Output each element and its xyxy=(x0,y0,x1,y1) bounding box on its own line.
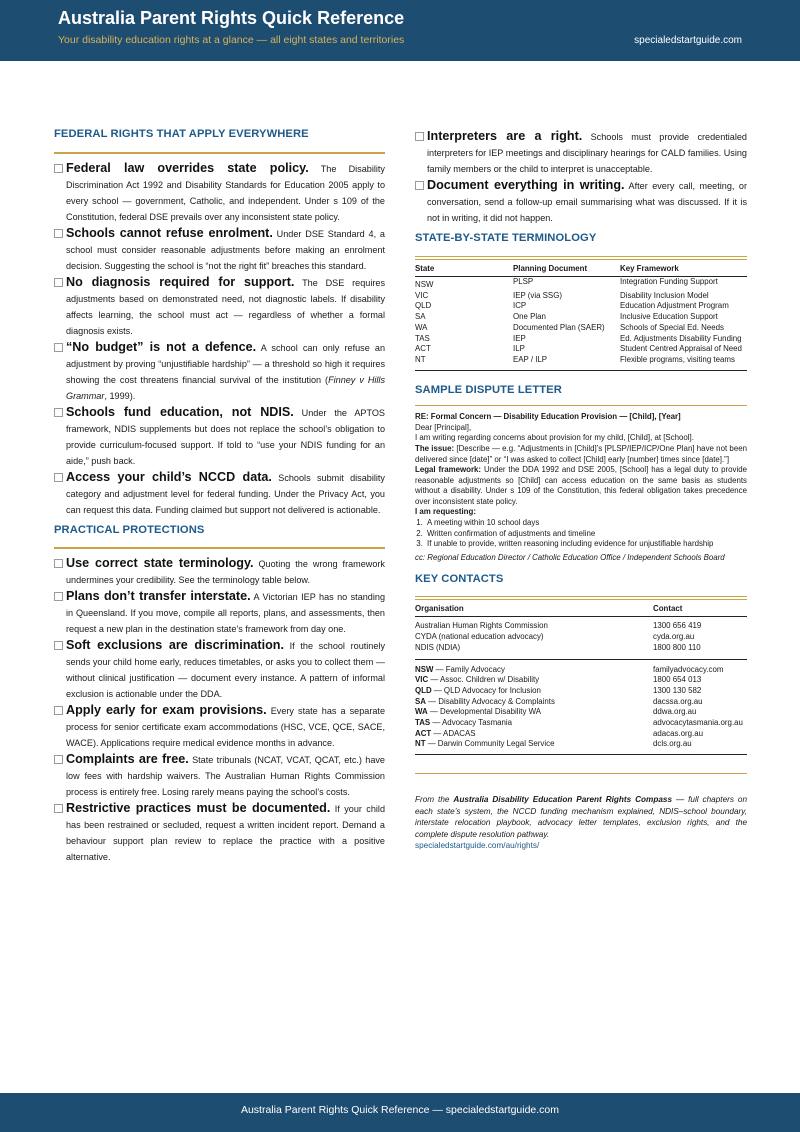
checkbox-icon[interactable] xyxy=(54,164,63,173)
table-cell: ICP xyxy=(513,301,527,311)
table-cell: Ed. Adjustments Disability Funding xyxy=(620,333,742,343)
contact-detail[interactable]: advocacytasmania.org.au xyxy=(653,718,743,728)
terminology-table-wrap xyxy=(415,260,747,371)
checklist-item xyxy=(54,225,385,274)
checkbox-icon[interactable] xyxy=(415,132,424,141)
item-lead: Document everything in writing. xyxy=(427,178,625,192)
contact-detail[interactable]: cyda.org.au xyxy=(653,632,695,642)
item-body: Schools must provide credentialed interpreters for IEP meetings and disciplinary hearings for CALD families. Using family members or the child to interpret is unacceptable. xyxy=(427,132,747,174)
item-lead: No diagnosis required for support. xyxy=(66,275,295,289)
item-lead: Restrictive practices must be documented. xyxy=(66,801,331,815)
item-body: A Victorian IEP has no standing in Queensland. If you move, compile all reports, plans, and assessments, then request a new plan in the destination state’s framework from day one. xyxy=(66,592,386,634)
checklist-item xyxy=(54,588,385,637)
checkbox-icon[interactable] xyxy=(54,408,63,417)
organisation-name: — Developmental Disability WA xyxy=(427,707,541,717)
checklist-item xyxy=(54,469,385,518)
letter-heading: SAMPLE DISPUTE LETTER xyxy=(415,383,562,396)
contacts-table-wrap xyxy=(415,600,747,755)
divider xyxy=(415,773,747,774)
checkbox-icon[interactable] xyxy=(54,804,63,813)
list-item: 2. Written confirmation of adjustments and timeline xyxy=(425,529,747,540)
table-row xyxy=(415,632,747,643)
contact-organisation xyxy=(415,718,653,729)
table-cell: Inclusive Education Support xyxy=(620,312,718,322)
contact-detail[interactable]: dcls.org.au xyxy=(653,739,692,749)
item-body: After every call, meeting, or conversation, send a follow-up email summarising what was discussed. If it is not in writing, it did not happen. xyxy=(427,181,747,223)
table-cell: Student Centred Appraisal of Need xyxy=(620,344,742,354)
state-code: TAS xyxy=(415,718,431,728)
checklist-item xyxy=(54,751,385,800)
table-row xyxy=(415,739,747,750)
table-cell: NSW xyxy=(415,280,434,289)
table-row xyxy=(415,344,747,355)
table-row xyxy=(415,323,747,334)
table-cell: VIC xyxy=(415,290,429,300)
table-row xyxy=(415,718,747,729)
table-cell: WA xyxy=(415,322,428,332)
checkbox-icon[interactable] xyxy=(54,559,63,568)
column-header: Organisation xyxy=(415,600,653,617)
table-cell: Documented Plan (SAER) xyxy=(513,322,605,332)
contact-organisation xyxy=(415,729,653,740)
item-body: Every state has a separate process for senior certificate exam accommodations (HSC, VCE, QCE, SACE, WACE). Applications require medical evidence months in advance. xyxy=(66,706,385,748)
table-cell: One Plan xyxy=(513,312,546,322)
practical-heading: PRACTICAL PROTECTIONS xyxy=(54,524,205,536)
page-footer xyxy=(0,1093,800,1132)
table-cell: ACT xyxy=(415,344,431,354)
state-code: VIC xyxy=(415,675,429,685)
checkbox-icon[interactable] xyxy=(54,278,63,287)
page-subtitle: Your disability education rights at a glance — all eight states and territories xyxy=(58,34,405,46)
contact-organisation: Australian Human Rights Commission xyxy=(415,621,548,631)
letter-intro: I am writing regarding concerns about provision for my child, [Child], at [School]. xyxy=(415,433,694,443)
table-row xyxy=(415,355,747,366)
promo-prefix: From the xyxy=(415,795,454,805)
item-body: Quoting the wrong framework undermines your credibility. See the terminology table below. xyxy=(66,559,385,585)
promo-note xyxy=(415,794,747,840)
column-header: Planning Document xyxy=(513,260,620,277)
item-lead: Schools fund education, not NDIS. xyxy=(66,405,294,419)
table-row xyxy=(415,707,747,718)
letter-legal-label: Legal framework: xyxy=(415,465,482,475)
checklist-item xyxy=(54,800,385,865)
letter-salutation: Dear [Principal], xyxy=(415,422,472,432)
terminology-table xyxy=(415,260,747,366)
item-body: The DSE requires adjustments based on demonstrated need, not diagnostic labels. If disability affects learning, the school must act — regardless of whether a formal diagnosis exists. xyxy=(66,278,385,336)
letter-subject: RE: Formal Concern — Disability Education Provision — [Child], [Year] xyxy=(415,412,681,422)
letter-legal xyxy=(415,465,747,507)
checklist-item xyxy=(54,637,385,702)
column-header: State xyxy=(415,260,513,277)
item-lead: Federal law overrides state policy. xyxy=(66,161,309,175)
table-row xyxy=(415,729,747,740)
table-cell: IEP (via SSG) xyxy=(513,290,562,300)
checklist-item xyxy=(54,404,385,469)
checklist-item xyxy=(54,339,385,404)
contact-detail[interactable]: 1800 800 110 xyxy=(653,642,701,652)
checkbox-icon[interactable] xyxy=(54,641,63,650)
contacts-table xyxy=(415,600,747,653)
organisation-name: — Assoc. Children w/ Disability xyxy=(428,675,540,685)
item-lead: Complaints are free. xyxy=(66,752,189,766)
letter-issue-label: The issue: xyxy=(415,443,455,453)
checklist-item xyxy=(54,702,385,751)
letter-requesting-label: I am requesting: xyxy=(415,507,476,517)
contact-detail[interactable]: 1300 656 419 xyxy=(653,621,702,631)
table-cell: QLD xyxy=(415,301,432,311)
table-row xyxy=(415,643,747,654)
table-cell: Education Adjustment Program xyxy=(620,301,729,311)
table-cell: TAS xyxy=(415,333,430,343)
practical-list-continued xyxy=(415,128,747,226)
item-body: If the school routinely sends your child home early, reduces timetables, or asks you to collect them — without clinical justification — document every instance. A pattern of informal exclusion is actionable under the DDA. xyxy=(66,641,385,699)
dispute-letter xyxy=(415,412,747,563)
item-body: The Disability Discrimination Act 1992 and Disability Standards for Education 2005 apply to every school — government, Catholic, and independent. Under s 109 of the Constitution, federal DSE prevails over any inconsistent state policy. xyxy=(66,164,385,222)
checkbox-icon[interactable] xyxy=(54,473,63,482)
page-title: Australia Parent Rights Quick Reference xyxy=(58,8,405,28)
item-body: A school can only refuse an adjustment by proving “unjustifiable hardship” — a threshold so high it requires showing the cost threatens financial survival of the institution ( xyxy=(66,343,386,385)
organisation-name: — QLD Advocacy for Inclusion xyxy=(431,685,541,695)
table-cell: IEP xyxy=(513,333,526,343)
contact-organisation xyxy=(415,665,653,676)
organisation-name: — Disability Advocacy & Complaints xyxy=(425,696,555,706)
checklist-item xyxy=(415,128,747,177)
promo-suffix: — full chapters on each state’s system, the NCCD funding mechanism explained, NDIS–school boundary, interstate relocation playbook, advocacy letter templates, exclusion rights, and the complete dispute resolution pathway. xyxy=(415,795,747,839)
table-cell: Integration Funding Support xyxy=(620,277,718,286)
item-body: State tribunals (NCAT, VCAT, QCAT, etc.) have low fees with hardship waivers. The Australian Human Rights Commission process is entirely free. Losing rarely means paying the school’s costs. xyxy=(66,755,385,797)
list-item: 3. If unable to provide, written reasoning including evidence for unjustifiable hardship xyxy=(425,539,747,550)
table-row xyxy=(415,291,747,302)
footer-text: Australia Parent Rights Quick Reference — specialedstartguide.com xyxy=(240,1104,560,1116)
state-contacts-table xyxy=(415,665,747,751)
contact-organisation xyxy=(415,675,653,686)
terminology-heading: STATE-BY-STATE TERMINOLOGY xyxy=(415,232,597,244)
item-body: Schools submit disability category and adjustment level for federal funding. Under the Privacy Act, you can request this data. Funding claimed but support not delivered is actionable. xyxy=(66,473,385,515)
table-cell: Disability Inclusion Model xyxy=(620,290,709,300)
state-code: NSW xyxy=(415,664,434,674)
header-url[interactable]: specialedstartguide.com xyxy=(634,35,742,46)
item-tail: , 1999). xyxy=(104,391,136,401)
divider xyxy=(54,152,385,154)
item-lead: Apply early for exam provisions. xyxy=(66,703,267,717)
item-body: Under the APTOS framework, NDIS supplements but does not replace the school’s obligation to provide curriculum-focused support. If told to “use your NDIS funding for an aide,” push back. xyxy=(66,408,385,466)
table-row xyxy=(415,675,747,686)
table-row xyxy=(415,334,747,345)
state-code: ACT xyxy=(415,728,432,738)
organisation-name: — Darwin Community Legal Service xyxy=(425,739,555,749)
letter-issue-text: [Describe — e.g. “Adjustments in [Child]’s [PLSP/IEP/ICP/One Plan] have not been delivered since [date]” or “I was asked to collect [Child] early [number] times since [date].”] xyxy=(415,443,747,464)
contact-organisation xyxy=(415,707,653,718)
contact-detail[interactable]: 1800 654 013 xyxy=(653,675,702,685)
contact-organisation xyxy=(415,739,653,750)
promo-link[interactable]: specialedstartguide.com/au/rights/ xyxy=(415,841,540,851)
contact-detail[interactable]: dacssa.org.au xyxy=(653,696,703,706)
organisation-name: — Family Advocacy xyxy=(433,664,505,674)
federal-heading: FEDERAL RIGHTS THAT APPLY EVERYWHERE xyxy=(54,128,309,140)
page-header xyxy=(0,0,800,61)
item-citation: Finney v Hills Grammar xyxy=(66,375,385,401)
table-row xyxy=(415,277,747,291)
checklist-item xyxy=(54,555,385,588)
table-cell: Schools of Special Ed. Needs xyxy=(620,322,724,332)
item-lead: Plans don’t transfer interstate. xyxy=(66,589,251,603)
contact-organisation xyxy=(415,697,653,708)
table-cell: PLSP xyxy=(513,277,534,286)
item-lead: Interpreters are a right. xyxy=(427,129,583,143)
column-header: Key Framework xyxy=(620,260,747,277)
right-column xyxy=(415,128,747,850)
item-lead: Access your child’s NCCD data. xyxy=(66,470,272,484)
table-row xyxy=(415,312,747,323)
contact-detail[interactable]: familyadvocacy.com xyxy=(653,664,724,674)
contact-organisation xyxy=(415,686,653,697)
item-lead: “No budget” is not a defence. xyxy=(66,340,257,354)
left-column xyxy=(54,128,385,865)
organisation-name: — ADACAS xyxy=(431,728,476,738)
table-row xyxy=(415,686,747,697)
table-cell: Flexible programs, visiting teams xyxy=(620,354,735,364)
checklist-item xyxy=(54,274,385,339)
letter-legal-text: Under the DDA 1992 and DSE 2005, [School] has a legal duty to provide reasonable adjustments so [Child] can access education on the same basis as students without a disability. Under s 109 of the Constitution, this federal obligation takes precedence over inconsistent state policy. xyxy=(415,465,748,506)
checklist-item xyxy=(54,160,385,225)
state-code: WA xyxy=(415,707,428,717)
item-body: If your child has been restrained or secluded, request a written incident report. Demand a behaviour support plan review to replace the practice with a positive alternative. xyxy=(66,804,386,862)
checkbox-icon[interactable] xyxy=(54,706,63,715)
contact-detail[interactable]: 1300 130 582 xyxy=(653,685,702,695)
checkbox-icon[interactable] xyxy=(54,592,63,601)
letter-requests xyxy=(415,518,747,550)
divider xyxy=(54,547,385,549)
checklist-item xyxy=(415,177,747,226)
organisation-name: — Advocacy Tasmania xyxy=(430,718,513,728)
divider xyxy=(415,405,747,407)
table-cell: EAP / ILP xyxy=(513,354,548,364)
contact-detail[interactable]: adacas.org.au xyxy=(653,728,704,738)
table-cell: NT xyxy=(415,354,426,364)
letter-issue xyxy=(415,444,747,465)
contact-organisation: CYDA (national education advocacy) xyxy=(415,632,544,642)
promo-title: Australia Disability Education Parent Rights Compass xyxy=(453,795,673,805)
item-lead: Schools cannot refuse enrolment. xyxy=(66,226,273,240)
contacts-heading: KEY CONTACTS xyxy=(415,573,504,586)
practical-list xyxy=(54,555,385,865)
state-code: SA xyxy=(415,696,426,706)
state-code: QLD xyxy=(415,685,432,695)
table-row xyxy=(415,697,747,708)
item-lead: Use correct state terminology. xyxy=(66,556,254,570)
contact-detail[interactable]: ddwa.org.au xyxy=(653,707,697,717)
list-item: 1. A meeting within 10 school days xyxy=(425,518,747,529)
table-row xyxy=(415,617,747,632)
state-code: NT xyxy=(415,739,426,749)
checkbox-icon[interactable] xyxy=(415,181,424,190)
letter-cc: cc: Regional Education Director / Catholic Education Office / Independent Schools Board xyxy=(415,552,725,562)
table-row xyxy=(415,665,747,676)
table-cell: ILP xyxy=(513,344,525,354)
checkbox-icon[interactable] xyxy=(54,755,63,764)
table-row xyxy=(415,301,747,312)
checkbox-icon[interactable] xyxy=(54,343,63,352)
checkbox-icon[interactable] xyxy=(54,229,63,238)
column-header: Contact xyxy=(653,600,747,617)
table-cell: SA xyxy=(415,312,426,322)
item-lead: Soft exclusions are discrimination. xyxy=(66,638,284,652)
contact-organisation: NDIS (NDIA) xyxy=(415,642,461,652)
item-body: Under DSE Standard 4, a school must consider reasonable adjustments before making an enrolment decision. Suggesting the school is “not the right fit” breaches this standard. xyxy=(66,229,385,271)
federal-list xyxy=(54,160,385,518)
